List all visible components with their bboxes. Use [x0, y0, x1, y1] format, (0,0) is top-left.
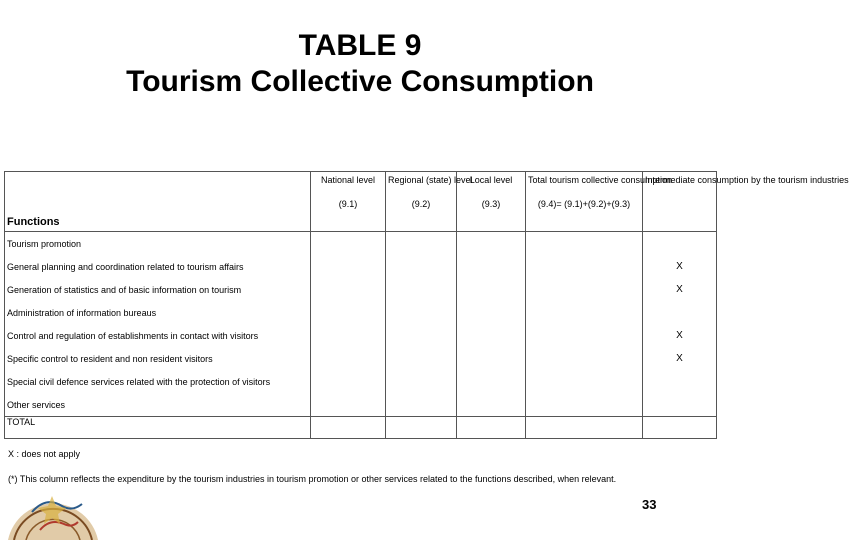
- cell: [386, 324, 457, 347]
- cell: [386, 417, 457, 439]
- row-label: Special civil defence services related with the protection of visitors: [5, 370, 311, 393]
- column-code: (9.1): [338, 199, 358, 209]
- cell: [386, 393, 457, 417]
- row-mark: [643, 301, 717, 324]
- cell: [386, 370, 457, 393]
- column-label: National level: [320, 175, 376, 185]
- row-mark: X: [643, 324, 717, 347]
- cell: [311, 393, 386, 417]
- cell: [526, 301, 643, 324]
- column-code: (9.4)= (9.1)+(9.2)+(9.3): [537, 199, 631, 209]
- page-number: 33: [642, 497, 657, 512]
- column-code: (9.3): [481, 199, 501, 209]
- cell: [457, 232, 526, 256]
- row-mark: [643, 370, 717, 393]
- column-label: Intermediate consumption by the tourism industries: [645, 175, 849, 185]
- cell: [386, 278, 457, 301]
- column-label: Local level: [469, 175, 513, 185]
- cell: [526, 370, 643, 393]
- total-label: TOTAL: [5, 417, 311, 439]
- cell: [457, 347, 526, 370]
- table-row: [5, 324, 717, 347]
- cell: [643, 417, 717, 439]
- cell: [311, 301, 386, 324]
- row-label: Administration of information bureaus: [5, 301, 311, 324]
- table-row: [5, 255, 717, 278]
- cell: [526, 417, 643, 439]
- table-row: [5, 278, 717, 301]
- cell: [526, 393, 643, 417]
- table-row: [5, 370, 717, 393]
- table-row: [5, 301, 717, 324]
- cell: [386, 347, 457, 370]
- cell: [311, 232, 386, 256]
- cell: [526, 347, 643, 370]
- cell: [386, 255, 457, 278]
- cell: [526, 255, 643, 278]
- row-mark: X: [643, 255, 717, 278]
- cell: [457, 255, 526, 278]
- header-row: [5, 172, 717, 232]
- functions-header: Functions: [5, 172, 311, 232]
- table-row: [5, 347, 717, 370]
- row-label: Specific control to resident and non resident visitors: [5, 347, 311, 370]
- cell: [311, 370, 386, 393]
- cell: [457, 278, 526, 301]
- row-mark: X: [643, 278, 717, 301]
- cell: [526, 278, 643, 301]
- cell: [386, 301, 457, 324]
- table-subtitle: Tourism Collective Consumption: [126, 65, 594, 98]
- column-header-national: [311, 172, 386, 232]
- row-mark: X: [643, 347, 717, 370]
- column-header-regional: [386, 172, 473, 232]
- row-label: Other services: [5, 393, 311, 417]
- cell: [457, 370, 526, 393]
- column-label: Total tourism collective consumption: [528, 175, 673, 185]
- cell: [386, 232, 457, 256]
- cell: [526, 324, 643, 347]
- column-header-intermediate: [643, 172, 849, 232]
- cell: [457, 393, 526, 417]
- footnote-does-not-apply: X : does not apply: [8, 449, 81, 459]
- row-label: Tourism promotion: [5, 232, 311, 256]
- cell: [311, 417, 386, 439]
- cell: [311, 255, 386, 278]
- column-header-total: [526, 172, 673, 232]
- column-code: (9.2): [411, 199, 431, 209]
- cell: [311, 324, 386, 347]
- cell: [457, 417, 526, 439]
- cell: [311, 278, 386, 301]
- cell: [457, 324, 526, 347]
- footnote-intermediate-consumption: (*) This column reflects the expenditure by the tourism industries in tourism promotion or other services related to the functions described, when relevant.: [8, 474, 617, 484]
- total-row: [5, 417, 717, 439]
- table-row: [5, 232, 717, 256]
- row-mark: [643, 232, 717, 256]
- row-label: Control and regulation of establishments in contact with visitors: [5, 324, 311, 347]
- column-label: Regional (state) level: [388, 175, 473, 185]
- cell: [457, 301, 526, 324]
- cell: [526, 232, 643, 256]
- row-label: Generation of statistics and of basic information on tourism: [5, 278, 311, 301]
- collective-consumption-table: [4, 171, 849, 439]
- globe-logo-icon: [2, 462, 102, 540]
- table-title: TABLE 9: [298, 29, 422, 62]
- cell: [311, 347, 386, 370]
- row-mark: [643, 393, 717, 417]
- row-label: General planning and coordination related to tourism affairs: [5, 255, 311, 278]
- table-row: [5, 393, 717, 417]
